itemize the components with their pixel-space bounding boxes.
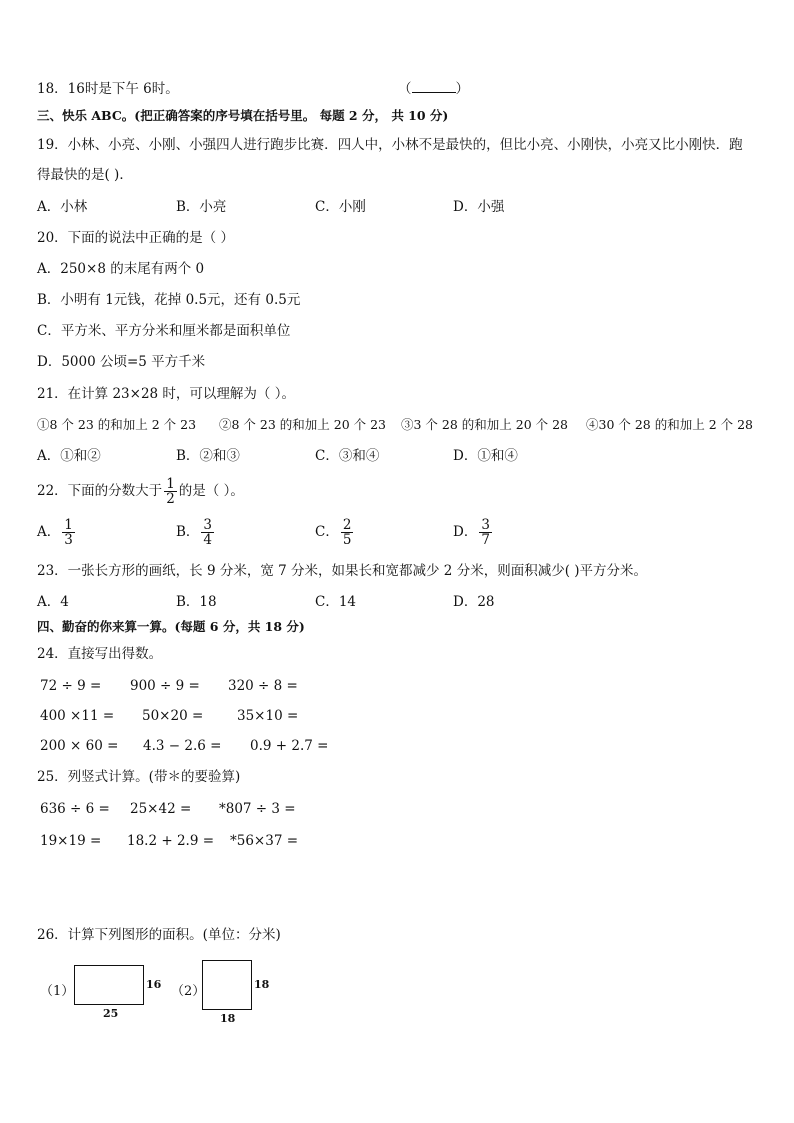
bracket-close: ） <box>455 81 469 97</box>
calc-item: 400 ×11 = <box>40 708 115 724</box>
q23-option-a[interactable]: A．4 <box>37 594 69 610</box>
q20-stem: 20．下面的说法中正确的是（ ） <box>37 230 234 246</box>
q19-option-a[interactable]: A．小林 <box>37 199 88 215</box>
option-label: D． <box>453 524 478 540</box>
option-label: B． <box>176 524 200 540</box>
figure-1-height: 16 <box>146 978 162 991</box>
q19-line2: 得最快的是( )． <box>37 167 133 183</box>
q22-option-a[interactable] <box>37 517 77 547</box>
q21-item-3: ③3 个 28 的和加上 20 个 28 <box>401 417 569 432</box>
calc-item: 19×19 = <box>40 833 102 849</box>
figure-2-label: （2） <box>171 984 206 999</box>
option-label: C． <box>315 524 339 540</box>
q21-option-a[interactable]: A．①和② <box>37 448 101 464</box>
figure-1-label: （1） <box>40 984 75 999</box>
q20-option-b[interactable]: B．小明有 1元钱，花掉 0.5元，还有 0.5元 <box>37 292 301 308</box>
q21-item-2: ②8 个 23 的和加上 20 个 23 <box>219 417 387 432</box>
figure-2-width: 18 <box>220 1012 236 1025</box>
q21-option-d[interactable]: D．①和④ <box>453 448 518 464</box>
denominator: 5 <box>342 532 352 548</box>
q23-option-d[interactable]: D．28 <box>453 594 495 610</box>
q24-stem: 24．直接写出得数。 <box>37 646 163 662</box>
q21-item-4: ④30 个 28 的和加上 2 个 28 <box>586 417 754 432</box>
numerator: 1 <box>64 517 73 533</box>
denominator: 7 <box>481 532 490 548</box>
q18-answer-bracket[interactable] <box>398 80 469 98</box>
q20-option-d[interactable]: D．5000 公顷=5 平方千米 <box>37 354 206 370</box>
calc-item: 4.3 − 2.6 = <box>143 738 222 754</box>
section-4-heading: 四、勤奋的你来算一算。(每题 6 分，共 18 分) <box>37 619 305 634</box>
q22-option-b[interactable] <box>176 517 216 547</box>
q21-item-1: ①8 个 23 的和加上 2 个 23 <box>37 417 197 432</box>
q22-stem <box>37 476 244 506</box>
q19-option-b[interactable]: B．小亮 <box>176 199 227 215</box>
figure-1-rectangle <box>74 965 144 1005</box>
q18 <box>37 80 179 98</box>
calc-item: 35×10 = <box>237 708 299 724</box>
q19-line1: 19．小林、小亮、小刚、小强四人进行跑步比赛．四人中，小林不是最快的，但比小亮、小刚快，小亮又比小刚快．跑 <box>37 137 743 153</box>
calc-item: 72 ÷ 9 = <box>40 678 102 694</box>
fraction <box>201 518 214 547</box>
q22-option-d[interactable] <box>453 517 494 547</box>
q19-option-c[interactable]: C．小刚 <box>315 199 366 215</box>
calc-item: 25×42 = <box>130 801 192 817</box>
denominator: 4 <box>203 532 213 548</box>
denominator: 2 <box>166 491 175 507</box>
figure-2-height: 18 <box>254 978 270 991</box>
calc-item: 18.2 + 2.9 = <box>127 833 215 849</box>
q22-stem-pre: 22．下面的分数大于 <box>37 483 163 499</box>
figure-1-width: 25 <box>103 1007 119 1020</box>
fraction <box>341 518 354 547</box>
calc-item: *807 ÷ 3 = <box>219 801 296 817</box>
answer-blank[interactable] <box>412 80 456 93</box>
bracket-open: （ <box>398 81 412 97</box>
denominator: 3 <box>64 532 73 548</box>
figure-2-square <box>202 960 252 1010</box>
q25-stem: 25．列竖式计算。(带＊的要验算) <box>37 769 241 785</box>
q23-stem: 23．一张长方形的画纸，长 9 分米，宽 7 分米，如果长和宽都减少 2 分米，则面积减少( )平方分米。 <box>37 563 648 579</box>
calc-item: *56×37 = <box>230 833 299 849</box>
q23-option-b[interactable]: B．18 <box>176 594 217 610</box>
fraction-one-half <box>164 477 177 506</box>
q22-stem-post: 的是（ ）。 <box>178 483 244 499</box>
section-3-heading: 三、快乐 ABC。(把正确答案的序号填在括号里。 每题 2 分， 共 10 分) <box>37 108 449 123</box>
fraction <box>62 518 75 547</box>
calc-item: 636 ÷ 6 = <box>40 801 110 817</box>
option-label: A． <box>37 524 61 540</box>
calc-item: 200 × 60 = <box>40 738 119 754</box>
numerator: 1 <box>166 476 175 492</box>
fraction <box>479 518 492 547</box>
q21-option-b[interactable]: B．②和③ <box>176 448 240 464</box>
q18-text: 18．16时是下午 6时。 <box>37 81 179 97</box>
q22-option-c[interactable] <box>315 517 355 547</box>
calc-item: 320 ÷ 8 = <box>228 678 298 694</box>
q23-option-c[interactable]: C．14 <box>315 594 357 610</box>
calc-item: 900 ÷ 9 = <box>130 678 200 694</box>
q20-option-a[interactable]: A．250×8 的末尾有两个 0 <box>37 261 205 277</box>
calc-item: 0.9 + 2.7 = <box>250 738 329 754</box>
numerator: 3 <box>481 517 490 533</box>
numerator: 3 <box>203 517 213 533</box>
calc-item: 50×20 = <box>142 708 204 724</box>
q21-stem: 21．在计算 23×28 时，可以理解为（ ）。 <box>37 386 295 402</box>
q26-stem: 26．计算下列图形的面积。(单位：分米) <box>37 927 281 943</box>
numerator: 2 <box>342 517 352 533</box>
q20-option-c[interactable]: C．平方米、平方分米和厘米都是面积单位 <box>37 323 291 339</box>
q19-option-d[interactable]: D．小强 <box>453 199 505 215</box>
q21-option-c[interactable]: C．③和④ <box>315 448 380 464</box>
